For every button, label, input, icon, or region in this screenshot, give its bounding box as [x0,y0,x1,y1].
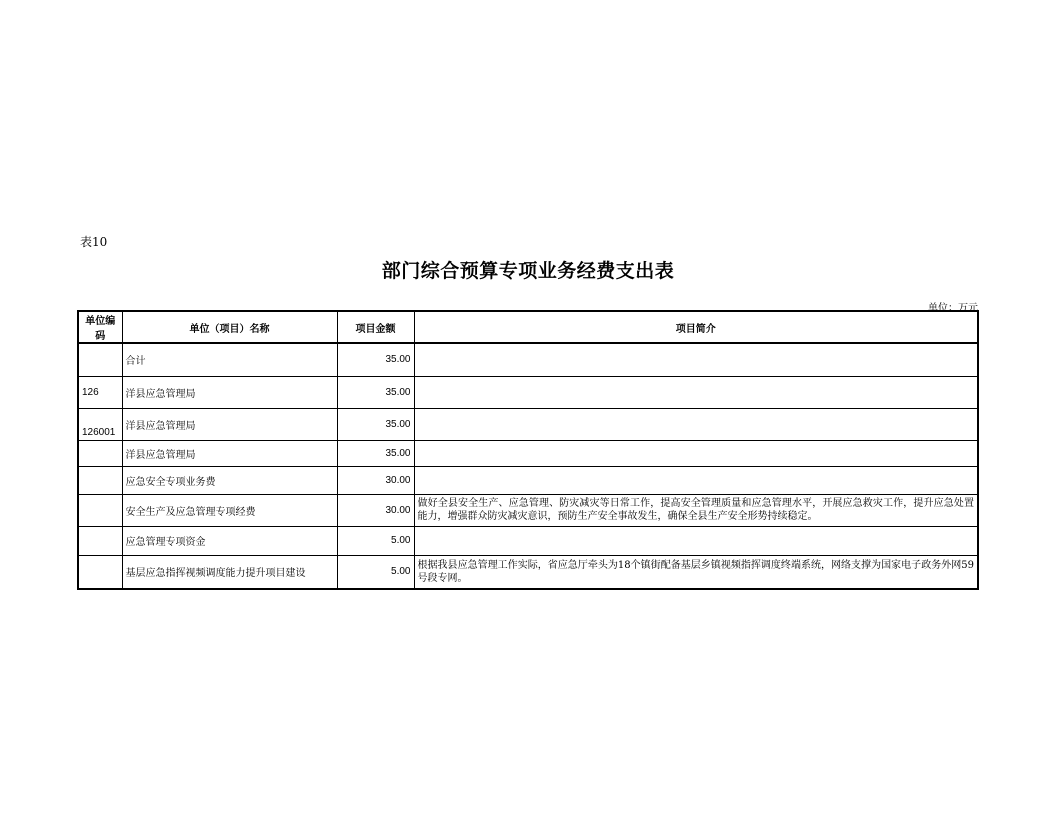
cell-description [414,466,978,494]
table-row [78,555,978,589]
cell-description: 做好全县安全生产、应急管理、防灾减灾等日常工作，提高安全管理质量和应急管理水平，开展应急救灾工作，提升应急处置能力，增强群众防灾减灾意识，预防生产安全事故发生，确保全县生产安全形势持续稳定。 [414,494,978,526]
cell-amount: 30.00 [337,494,414,526]
cell-description [414,408,978,440]
table-row [78,466,978,494]
cell-code [78,466,122,494]
header-unit-name: 单位（项目）名称 [122,311,337,343]
cell-amount: 35.00 [337,343,414,376]
page-title: 部门综合预算专项业务经费支出表 [381,260,675,282]
unit-label: 单位：万元 [928,303,978,314]
budget-table [77,310,979,590]
table-row [78,408,978,440]
cell-name: 合计 [122,343,337,376]
table-row [78,440,978,466]
cell-name: 洋县应急管理局 [122,408,337,440]
cell-name: 基层应急指挥视频调度能力提升项目建设 [122,555,337,589]
cell-amount: 35.00 [337,408,414,440]
table-row [78,343,978,376]
cell-description: 根据我县应急管理工作实际，省应急厅牵头为18个镇街配备基层乡镇视频指挥调度终端系统，网络支撑为国家电子政务外网59号段专网。 [414,555,978,589]
cell-description [414,440,978,466]
cell-amount: 35.00 [337,376,414,408]
header-description: 项目简介 [414,311,978,343]
cell-name: 应急安全专项业务费 [122,466,337,494]
cell-code [78,440,122,466]
cell-code [78,555,122,589]
table-row [78,376,978,408]
cell-amount: 5.00 [337,526,414,555]
cell-name: 洋县应急管理局 [122,440,337,466]
cell-description [414,376,978,408]
cell-description [414,343,978,376]
table-row [78,526,978,555]
table-number: 表10 [80,235,108,249]
header-unit-code: 单位编码 [78,311,122,343]
table-row [78,494,978,526]
cell-amount: 5.00 [337,555,414,589]
header-amount: 项目金额 [337,311,414,343]
cell-name: 洋县应急管理局 [122,376,337,408]
cell-code [78,343,122,376]
cell-code [78,526,122,555]
cell-name: 应急管理专项资金 [122,526,337,555]
cell-amount: 30.00 [337,466,414,494]
cell-code: 126 [78,376,122,408]
cell-code [78,494,122,526]
cell-description [414,526,978,555]
cell-name: 安全生产及应急管理专项经费 [122,494,337,526]
table-header-row [78,311,978,343]
cell-code: 126001 [78,408,122,440]
cell-amount: 35.00 [337,440,414,466]
